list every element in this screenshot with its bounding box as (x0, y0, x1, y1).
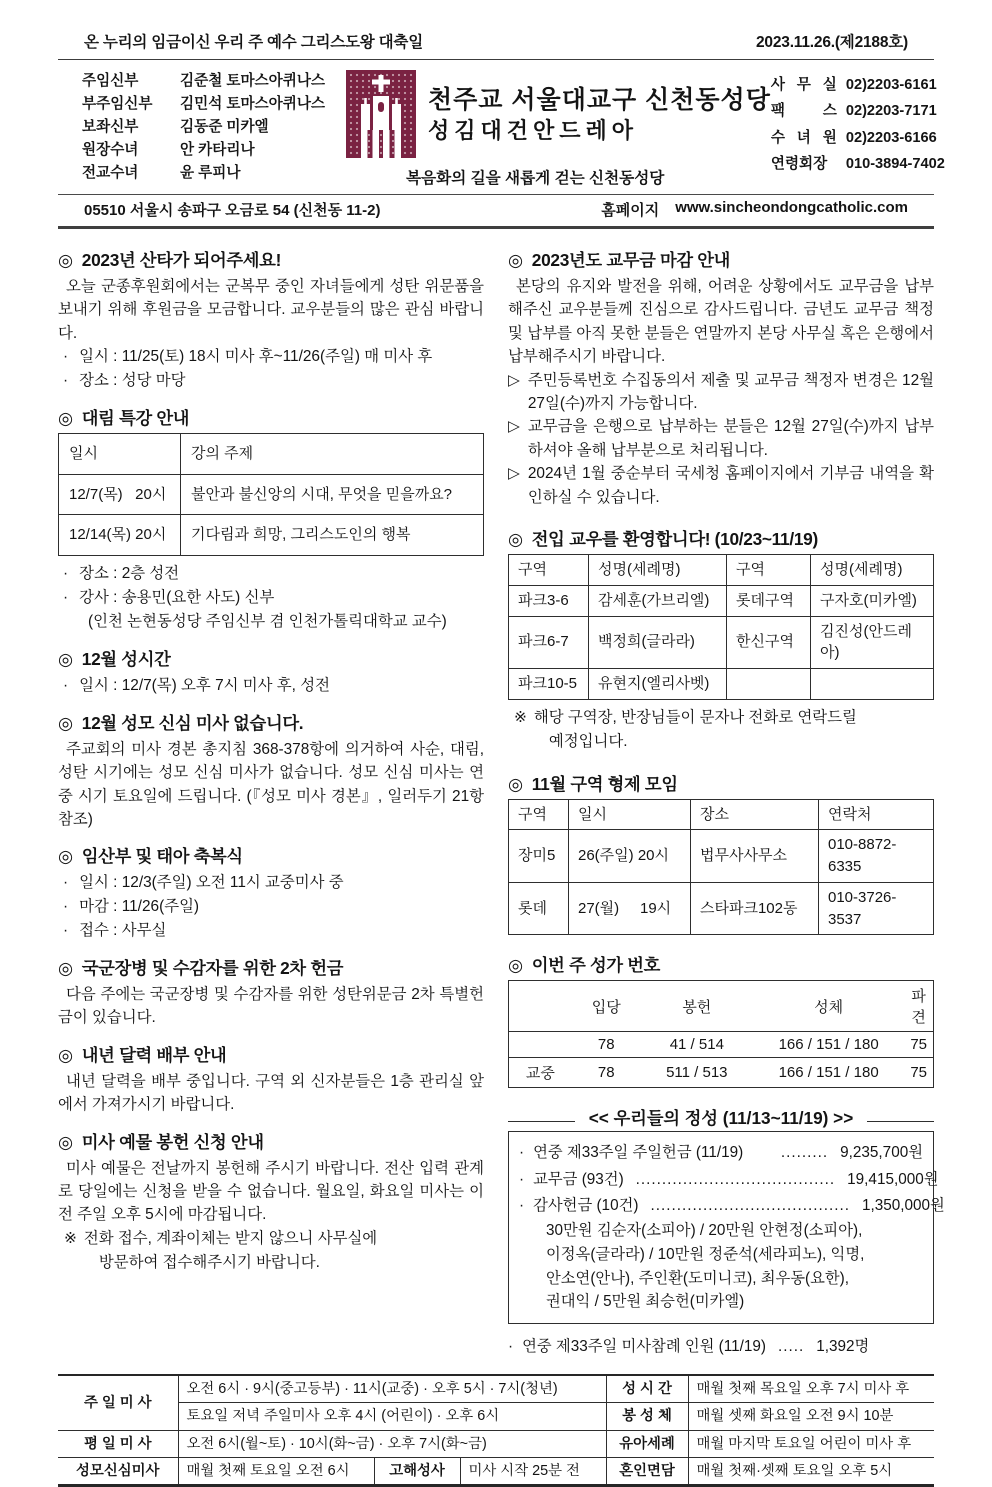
section-mass-offering (58, 1128, 484, 1275)
donor-detail-line: 30만원 김순자(소피아) / 20만원 안현정(소피아), (546, 1222, 863, 1240)
arrow-marker: ▷ (508, 465, 520, 483)
address-bar (58, 194, 934, 229)
section-marker: ◎ (58, 1131, 73, 1152)
district-table (508, 799, 934, 936)
header-center (340, 70, 771, 188)
homepage (601, 199, 908, 220)
clergy-role: 보좌신부 (82, 119, 139, 136)
dot-leader: ...................................... (635, 1170, 836, 1188)
section-title: ◎ 11월 구역 형제 모임 (508, 773, 678, 794)
contact-row (771, 98, 969, 124)
contact-label: 사 무 실 (770, 77, 837, 93)
marian-mass-value: 매월 첫째 토요일 오전 6시 (178, 1457, 374, 1485)
bullet-item: · 일시 : 12/3(주일) 오전 11시 교중미사 중 (58, 871, 484, 895)
sunday-mass-times-1: 오전 6시 · 9시(중고등부) · 11시(교중) · 오후 5시 · 7시(청년) (178, 1375, 606, 1403)
section-title: ◎ 전입 교우를 환영합니다! (10/23~11/19) (508, 529, 818, 550)
section-marker: ◎ (508, 773, 523, 794)
bullet-marker: · (63, 348, 69, 366)
bullet-marker: · (63, 676, 69, 694)
clergy-name: 윤 루피나 (180, 165, 241, 182)
arrow-marker: ▷ (508, 418, 520, 436)
infant-baptism-value: 매월 마지막 토요일 어린이 미사 후 (688, 1430, 934, 1457)
clergy-role: 원장수녀 (82, 142, 139, 159)
bullet-marker: · (519, 1144, 525, 1162)
section-title: ◎ 임산부 및 태아 축복식 (58, 846, 243, 867)
arrow-marker: ▷ (508, 371, 520, 389)
newcomers-table (508, 554, 934, 700)
church-name-line1: 천주교 서울대교구 신천동성당 (428, 86, 771, 114)
note-marker: ※ (514, 708, 527, 726)
clergy-name: 김준철 토마스아퀴나스 (180, 73, 326, 89)
contact-row (771, 151, 969, 177)
header (58, 60, 945, 194)
clergy-row (82, 162, 340, 185)
donor-detail-line: 권대익 / 5만원 최승헌(미카엘) (546, 1293, 745, 1311)
infant-baptism-label: 유아세례 (606, 1430, 688, 1457)
contact-label: 팩 스 (770, 103, 837, 120)
homepage-label: 홈페이지 (601, 202, 660, 219)
section-marker: ◎ (508, 955, 523, 976)
confession-value: 미사 시작 25분 전 (460, 1457, 606, 1485)
table-header-row: 일시 강의 주제 (59, 433, 484, 474)
hymns-table (508, 980, 934, 1088)
weekday-mass-times: 오전 6시(월~토) · 10시(화~금) · 오후 7시(화~금) (178, 1430, 606, 1457)
table-row: 12/7(목) 20시 불안과 불신앙의 시대, 무엇을 믿을까요? (59, 474, 484, 515)
clergy-name: 김동준 미카엘 (180, 119, 269, 136)
heading-rule-left (508, 1121, 575, 1122)
section-title: ◎ 내년 달력 배부 안내 (58, 1044, 227, 1065)
table-row: 교중 78 511 / 513 166 / 151 / 180 75 (509, 1058, 934, 1088)
lecture-note: (인천 논현동성당 주임신부 겸 인천가톨릭대학교 교수) (88, 612, 447, 630)
clergy-role: 전교수녀 (82, 165, 139, 182)
sunday-mass-times-2: 토요일 저녁 주일미사 오후 4시 (어린이) · 오후 6시 (178, 1403, 606, 1430)
bullet-marker: · (63, 589, 69, 607)
lecture-table (58, 433, 484, 556)
contact-value: 02)2203-6161 (845, 77, 937, 93)
left-column (58, 235, 484, 1360)
section-advent-lecture (58, 404, 484, 634)
bullet-marker: · (63, 874, 69, 892)
church-address: 05510 서울시 송파구 오금로 54 (신천동 11-2) (84, 202, 381, 219)
note-item: ※ 전화 접수, 계좌이체는 받지 않으니 사무실에 방문하여 접수해주시기 바랍니다. (58, 1227, 484, 1275)
section-body: 미사 예물은 전날까지 봉헌해 주시기 바랍니다. 전산 입력 관계로 당일에는 신청을 받을 수 없습니다. 월요일, 화요일 미사는 이전 주일 오후 5시에 마감됩니다. (58, 1159, 484, 1224)
communion-label: 봉 성 체 (606, 1403, 688, 1430)
marriage-value: 매월 첫째·셋째 토요일 오후 5시 (688, 1457, 934, 1485)
clergy-role: 주임신부 (82, 73, 139, 89)
contact-row (771, 72, 969, 98)
section-second-collection (58, 954, 484, 1030)
section-blessing (58, 842, 484, 943)
section-newcomers (508, 525, 934, 754)
section-marker: ◎ (58, 712, 73, 733)
section-body: 본당의 유지와 발전을 위해, 어려운 상황에서도 교무금을 납부해주신 교우분들께 진심으로 감사드립니다. 금년도 교무금 책정 및 납부를 아직 못한 분들은 연말까지 본당 사무실 혹은 은행에서 납부해주시기 바랍니다. (508, 278, 934, 366)
contact-label: 연령회장 (770, 155, 828, 172)
church-logo-icon (346, 70, 416, 158)
table-row: 파크6-7 백정희(글라라) 한신구역 김진성(안드레아) (509, 616, 934, 669)
table-row: 78 41 / 514 166 / 151 / 180 75 (509, 1032, 934, 1058)
section-marker: ◎ (58, 648, 73, 669)
section-marker: ◎ (508, 529, 523, 550)
section-title: ◎ 2023년도 교무금 마감 안내 (508, 250, 731, 270)
dot-leader: ...................................... (650, 1196, 850, 1214)
main-content (58, 229, 945, 1360)
section-title: ◎ 12월 성시간 (58, 648, 171, 669)
contact-value: 010-3894-7402 (845, 155, 945, 172)
bullet-marker: · (519, 1170, 525, 1188)
sunday-mass-label: 주 일 미 사 (83, 1394, 152, 1411)
arrow-item: ▷ 2024년 1월 중순부터 국세청 홈페이지에서 기부금 내역을 확인하실 수 있습니다. (508, 462, 934, 509)
contact-value: 02)2203-6166 (845, 129, 937, 146)
section-dues (508, 246, 934, 509)
bullet-marker: · (519, 1196, 525, 1214)
section-body: 내년 달력을 배부 중입니다. 구역 외 신자분들은 1층 관리실 앞에서 가져가시기 바랍니다. (58, 1072, 484, 1114)
table-row: 장미5 26(주일) 20시 법무사사무소 010-8872-6335 (509, 830, 934, 883)
schedule-table (58, 1374, 934, 1487)
offerings-heading: << 우리들의 정성 (11/13~11/19) >> (508, 1104, 934, 1129)
table-header-row: 입당 봉헌 성체 파견 (591, 988, 926, 1027)
table-row (58, 1403, 934, 1430)
clergy-row (82, 116, 340, 139)
church-name (428, 84, 771, 144)
masthead (58, 30, 934, 60)
bullet-marker: · (63, 922, 69, 940)
note-item: ※ 해당 구역장, 반장님들이 문자나 전화로 연락드릴 예정입니다. (508, 706, 934, 754)
section-title: ◎ 대림 특강 안내 (58, 407, 190, 428)
section-marker: ◎ (58, 846, 73, 867)
homepage-url: www.sincheondongcatholic.com (675, 199, 908, 216)
donor-detail-line: 안소연(안나), 주인환(도미니코), 최우동(요한), (546, 1269, 850, 1287)
weekday-mass-label: 평 일 미 사 (58, 1430, 178, 1457)
bullet-item: · 일시 : 11/25(토) 18시 미사 후~11/26(주일) 매 미사 후 (58, 345, 484, 369)
offering-line: · 연중 제33주일 주일헌금 (11/19) ......... 9,235,700원 (519, 1140, 923, 1166)
bullet-item: · 강사 : 송용민(요한 사도) 신부 (58, 586, 484, 610)
section-hymns (508, 951, 934, 1088)
marian-mass-label: 성모신심미사 (58, 1457, 178, 1485)
bullet-marker: · (63, 372, 69, 390)
section-body: 주교회의 미사 경본 총지침 368-378항에 의거하여 사순, 대림, 성탄 시기에는 성모 신심 미사가 없습니다. 성모 신심 미사는 연중 시기 토요일에 드립니다. (『성모 미사 경본』, 일러두기 21항 참조) (58, 740, 484, 828)
offering-line: · 감사헌금 (10건) ...................................... 1,350,000원 (519, 1193, 923, 1219)
table-row: 파크10-5 유현지(엘리사벳) (509, 669, 934, 700)
holy-hour-value: 매월 첫째 목요일 오후 7시 미사 후 (688, 1375, 934, 1403)
clergy-row (82, 70, 340, 93)
confession-label: 고해성사 (374, 1457, 460, 1485)
church-slogan: 복음화의 길을 새롭게 걷는 신천동성당 (406, 170, 665, 187)
attendance-line: · 연중 제33주일 미사참례 인원 (11/19) ..... 1,392명 (508, 1334, 934, 1360)
bullet-item: · 일시 : 12/7(목) 오후 7시 미사 후, 성전 (58, 674, 484, 698)
bullet-marker: · (63, 565, 69, 583)
dot-leader: ..... (778, 1338, 805, 1356)
arrow-item: ▷ 주민등록번호 수집동의서 제출 및 교무금 책정자 변경은 12월 27일(수)까지 가능합니다. (508, 369, 934, 416)
section-holy-hour (58, 645, 484, 698)
clergy-name: 안 카타리나 (180, 142, 255, 159)
dot-leader: ......... (780, 1144, 829, 1162)
section-marker: ◎ (58, 1044, 73, 1065)
table-row (58, 1430, 934, 1457)
offering-line: · 교무금 (93건) ...................................... 19,415,000원 (519, 1167, 923, 1193)
section-marker: ◎ (508, 250, 523, 270)
bullet-item: · 장소 : 2층 성전 (58, 562, 484, 586)
table-header-row: 구역 성명(세례명) 구역 성명(세례명) (509, 555, 934, 586)
feast-title: 온 누리의 임금이신 우리 주 예수 그리스도왕 대축일 (84, 34, 423, 51)
bullet-item: · 접수 : 사무실 (58, 919, 484, 943)
section-body: 오늘 군종후원회에서는 군복무 중인 자녀들에게 성탄 위문품을 보내기 위해 후원금을 모금합니다. 교우분들의 많은 관심 바랍니다. (58, 278, 484, 342)
arrow-item: ▷ 교무금을 은행으로 납부하는 분들은 12월 27일(수)까지 납부하셔야 올해 납부분으로 처리됩니다. (508, 415, 934, 462)
contact-value: 02)2203-7171 (845, 103, 937, 120)
holy-hour-label: 성 시 간 (606, 1375, 688, 1403)
section-body: 다음 주에는 국군장병 및 수감자를 위한 성탄위문금 2차 특별헌금이 있습니다. (58, 985, 484, 1027)
bullet-marker: · (508, 1338, 514, 1356)
heading-rule-right (867, 1121, 934, 1122)
section-title: ◎ 12월 성모 신심 미사 없습니다. (58, 712, 304, 733)
marriage-label: 혼인면담 (606, 1457, 688, 1485)
section-calendar (58, 1041, 484, 1117)
section-marker: ◎ (58, 407, 73, 428)
section-santa (58, 246, 484, 393)
right-column (508, 235, 945, 1360)
communion-value: 매월 셋째 화요일 오전 9시 10분 (688, 1403, 934, 1430)
clergy-role: 부주임신부 (82, 96, 153, 113)
section-title: ◎ 미사 예물 봉헌 신청 안내 (58, 1131, 264, 1152)
contact-list (771, 70, 969, 177)
section-marker: ◎ (58, 250, 73, 270)
contact-label: 수 녀 원 (770, 129, 837, 146)
section-title: ◎ 2023년 산타가 되어주세요! (58, 250, 282, 270)
bullet-item: · 마감 : 11/26(주일) (58, 895, 484, 919)
clergy-name: 김민석 토마스아퀴나스 (180, 96, 326, 113)
section-title: ◎ 국군장병 및 수감자를 위한 2차 헌금 (58, 957, 344, 978)
donor-detail-line: 이정옥(글라라) / 10만원 정준석(세라피노), 익명, (546, 1245, 865, 1263)
clergy-row (82, 93, 340, 116)
section-no-marian-mass (58, 709, 484, 832)
issue-date: 2023.11.26.(제2188호) (756, 34, 908, 51)
table-row (58, 1375, 934, 1403)
table-row: 롯데 27(월) 19시 스타파크102동 010-3726-3537 (509, 882, 934, 935)
clergy-row (82, 139, 340, 162)
section-offerings (508, 1104, 945, 1360)
section-district-meeting (508, 770, 934, 936)
section-marker: ◎ (58, 957, 73, 978)
note-marker: ※ (64, 1229, 77, 1247)
church-name-line2: 성김대건안드레아 (428, 117, 639, 143)
contact-row (771, 125, 969, 151)
table-row: 12/14(목) 20시 기다림과 희망, 그리스도인의 행복 (59, 515, 484, 556)
clergy-list (82, 70, 340, 185)
section-title: ◎ 이번 주 성가 번호 (508, 955, 661, 976)
offerings-box (508, 1131, 945, 1324)
table-header-row: 구역 일시 장소 연락처 (509, 799, 934, 830)
table-row: 파크3-6 감세훈(가브리엘) 롯데구역 구자호(미카엘) (509, 585, 934, 616)
bullet-item: · 장소 : 성당 마당 (58, 369, 484, 393)
bullet-marker: · (63, 898, 69, 916)
table-row (58, 1457, 934, 1485)
